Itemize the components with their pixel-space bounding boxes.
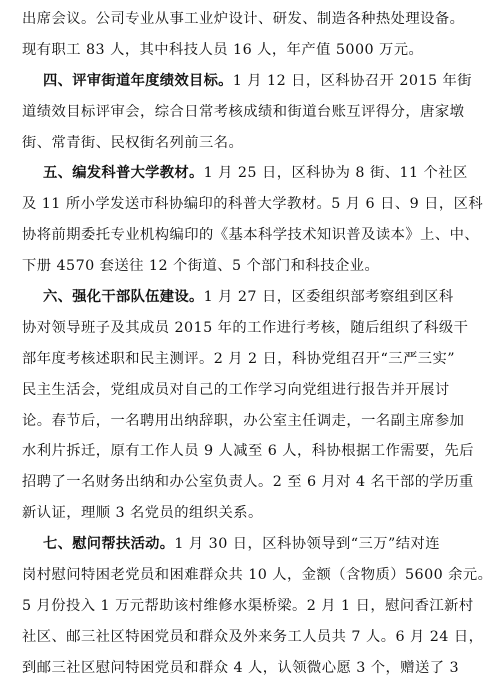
line-text: 现有职工 83 人，其中科技人员 16 人，年产值 5000 万元。 <box>22 41 424 58</box>
text-line <box>22 467 474 498</box>
section-heading: 五、编发科普大学教材。 <box>43 165 204 182</box>
text-line <box>22 529 462 560</box>
text-line <box>22 591 474 622</box>
line-text: 社区、邮三社区特困党员和群众及外来务工人员共 7 人。6 月 24 日， <box>22 628 484 645</box>
line-text: 到邮三社区慰问特困党员和群众 4 人，认领微心愿 3 个，赠送了 3 <box>22 659 460 676</box>
text-line <box>22 220 480 251</box>
line-text: 街、常青街、民权街名列前三名。 <box>22 134 244 151</box>
section-heading: 四、评审街道年度绩效目标。 <box>43 72 233 89</box>
text-line <box>22 282 462 313</box>
line-text: 1 月 30 日，区科协领导到“三万”结对连 <box>174 536 440 553</box>
text-line <box>22 158 468 189</box>
line-text: 下册 4570 套送往 12 个街道、5 个部门和科技企业。 <box>22 258 380 275</box>
text-line <box>22 622 484 653</box>
section-heading: 七、慰问帮扶活动。 <box>43 536 175 553</box>
line-text: 岗村慰问特困老党员和困难群众共 10 人，金额（含物质）5600 余元。 <box>22 567 492 584</box>
text-line <box>22 313 469 344</box>
document-body <box>22 4 492 684</box>
text-line <box>22 128 462 159</box>
text-line <box>22 35 462 66</box>
line-text: 论。春节后，一名聘用出纳辞职，办公室主任调走，一名副主席参加 <box>22 412 465 429</box>
text-line <box>22 66 473 97</box>
line-text: 1 月 12 日，区科协召开 2015 年街 <box>232 72 473 89</box>
text-line <box>22 406 465 437</box>
text-line <box>22 560 492 591</box>
text-line <box>22 653 462 684</box>
line-text: 出席会议。公司专业从事工业炉设计、研发、制造各种热处理设备。 <box>22 11 465 27</box>
line-text: 招聘了一名财务出纳和办公室负责人。2 至 6 月对 4 名干部的学历重 <box>22 474 474 491</box>
line-text: 及 11 所小学发送市科协编印的科普大学教材。5 月 6 日、9 日，区科 <box>22 196 484 213</box>
section-heading: 六、强化干部队伍建设。 <box>43 289 204 306</box>
text-line <box>22 436 474 467</box>
line-text: 1 月 27 日，区委组织部考察组到区科 <box>203 289 454 306</box>
text-line <box>22 4 465 35</box>
line-text: 民主生活会，党组成员对自己的工作学习向党组进行报告并开展讨 <box>22 381 450 398</box>
text-line <box>22 498 462 529</box>
text-line <box>22 344 462 375</box>
text-line <box>22 251 462 282</box>
line-text: 道绩效目标评审会，综合日常考核成绩和街道台账互评得分，唐家墩 <box>22 103 465 120</box>
line-text: 部年度考核述职和民主测评。2 月 2 日，科协党组召开“三严三实” <box>22 350 456 367</box>
line-text: 5 月份投入 1 万元帮助该村维修水渠桥梁。2 月 1 日，慰问香江新村 <box>22 597 474 614</box>
text-line <box>22 189 484 220</box>
text-line <box>22 375 462 406</box>
line-text: 协对领导班子及其成员 2015 年的工作进行考核，随后组织了科级干 <box>22 319 469 336</box>
line-text: 协将前期委托专业机构编印的《基本科学技术知识普及读本》上、中、 <box>22 227 480 244</box>
text-line <box>22 97 465 128</box>
line-text: 新认证，理顺 3 名党员的组织关系。 <box>22 505 263 522</box>
line-text: 水利片拆迁，原有工作人员 9 人减至 6 人，科协根据工作需要，先后 <box>22 443 474 460</box>
line-text: 1 月 25 日，区科协为 8 街、11 个社区 <box>203 165 468 182</box>
